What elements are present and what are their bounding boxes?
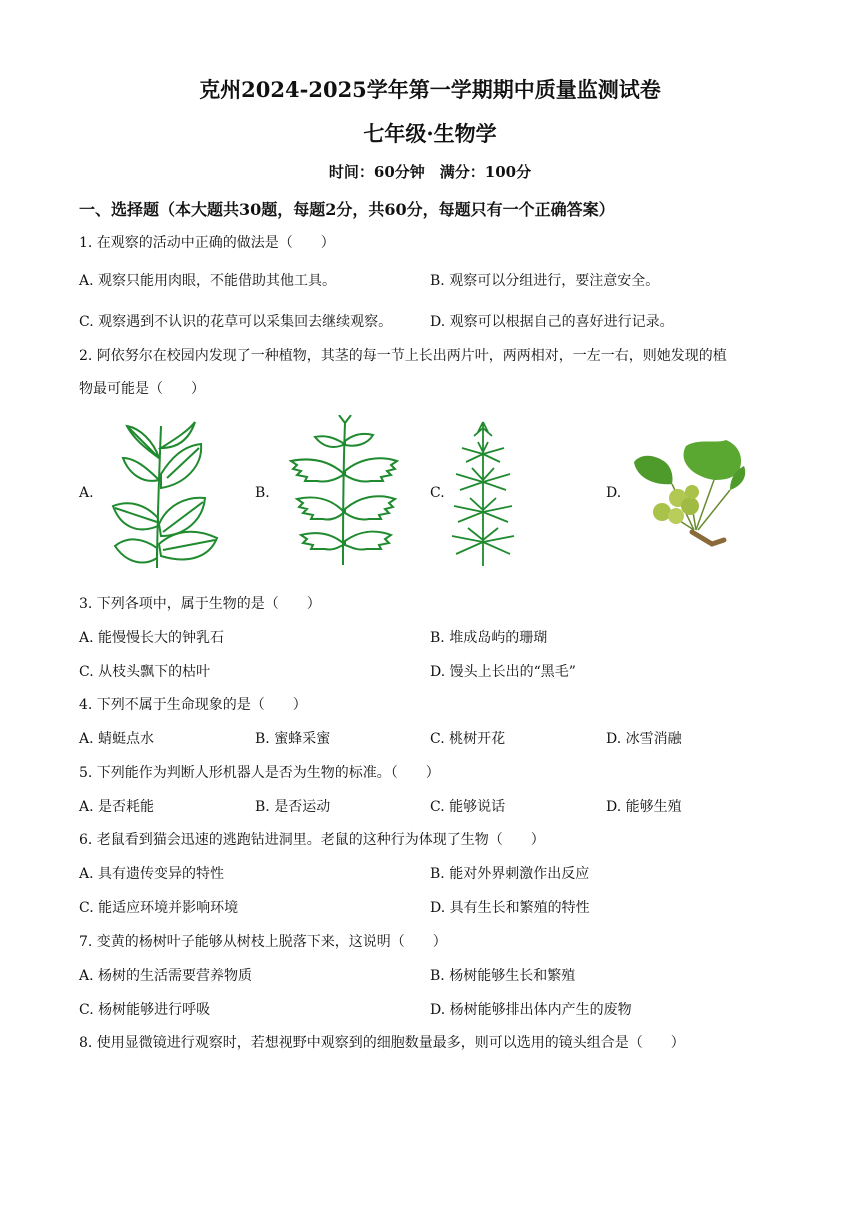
question-7-option-b: B. 杨树能够生长和繁殖 [430,968,576,984]
question-6-stem: 6. 老鼠看到猫会迅速的逃跑钻进洞里。老鼠的这种行为体现了生物（ ） [79,832,545,848]
question-2-stem-line2: 物最可能是（ ） [79,381,205,397]
question-5-option-b: B. 是否运动 [255,799,331,815]
question-7-option-c: C. 杨树能够进行呼吸 [79,1002,211,1018]
question-1-option-a: A. 观察只能用肉眼，不能借助其他工具。 [79,273,337,289]
question-2-label-c: C. [430,485,445,501]
question-7-stem: 7. 变黄的杨树叶子能够从树枝上脱落下来，这说明（ ） [79,934,447,950]
question-4-option-a: A. 蜻蜓点水 [79,731,155,747]
question-3-option-d: D. 馒头上长出的“黑毛” [430,664,576,680]
question-7-option-d: D. 杨树能够排出体内产生的废物 [430,1002,632,1018]
serrated-leaf-plant-icon [285,415,405,567]
question-4-option-b: B. 蜜蜂采蜜 [255,731,331,747]
question-6-option-c: C. 能适应环境并影响环境 [79,900,239,916]
whorled-leaf-plant-icon [448,418,518,568]
question-1-option-d: D. 观察可以根据自己的喜好进行记录。 [430,314,674,330]
question-2-label-a: A. [79,485,94,501]
section-title: 一、选择题（本大题共30题，每题2分，共60分，每题只有一个正确答案） [79,200,615,219]
question-5-option-a: A. 是否耗能 [79,799,155,815]
ginkgo-branch-icon [632,440,748,552]
question-5-stem: 5. 下列能作为判断人形机器人是否为生物的标准。（ ） [79,765,440,781]
question-3-option-c: C. 从枝头飘下的枯叶 [79,664,211,680]
question-2-stem-line1: 2. 阿依努尔在校园内发现了一种植物，其茎的每一节上长出两片叶，两两相对，一左一右，则她发现的植 [79,348,727,364]
exam-time-info: 时间：60分钟 满分：100分 [328,163,532,181]
exam-title: 克州2024-2025学年第一学期期中质量监测试卷 [199,77,661,102]
question-3-stem: 3. 下列各项中，属于生物的是（ ） [79,596,321,612]
question-1-option-c: C. 观察遇到不认识的花草可以采集回去继续观察。 [79,314,393,330]
question-4-stem: 4. 下列不属于生命现象的是（ ） [79,697,307,713]
question-6-option-d: D. 具有生长和繁殖的特性 [430,900,590,916]
question-4-option-d: D. 冰雪消融 [606,731,682,747]
question-8-stem: 8. 使用显微镜进行观察时，若想视野中观察到的细胞数量最多，则可以选用的镜头组合是（ ） [79,1035,685,1051]
exam-subtitle: 七年级·生物学 [363,121,497,146]
question-6-option-a: A. 具有遗传变异的特性 [79,866,225,882]
question-5-option-c: C. 能够说话 [430,799,506,815]
question-6-option-b: B. 能对外界刺激作出反应 [430,866,590,882]
question-7-option-a: A. 杨树的生活需要营养物质 [79,968,253,984]
question-2-label-b: B. [255,485,270,501]
question-3-option-b: B. 堆成岛屿的珊瑚 [430,630,548,646]
question-1-stem: 1. 在观察的活动中正确的做法是（ ） [79,235,335,251]
question-4-option-c: C. 桃树开花 [430,731,506,747]
question-1-option-b: B. 观察可以分组进行，要注意安全。 [430,273,660,289]
question-5-option-d: D. 能够生殖 [606,799,682,815]
alternate-leaf-plant-icon [105,418,225,570]
question-2-label-d: D. [606,485,622,501]
question-3-option-a: A. 能慢慢长大的钟乳石 [79,630,225,646]
